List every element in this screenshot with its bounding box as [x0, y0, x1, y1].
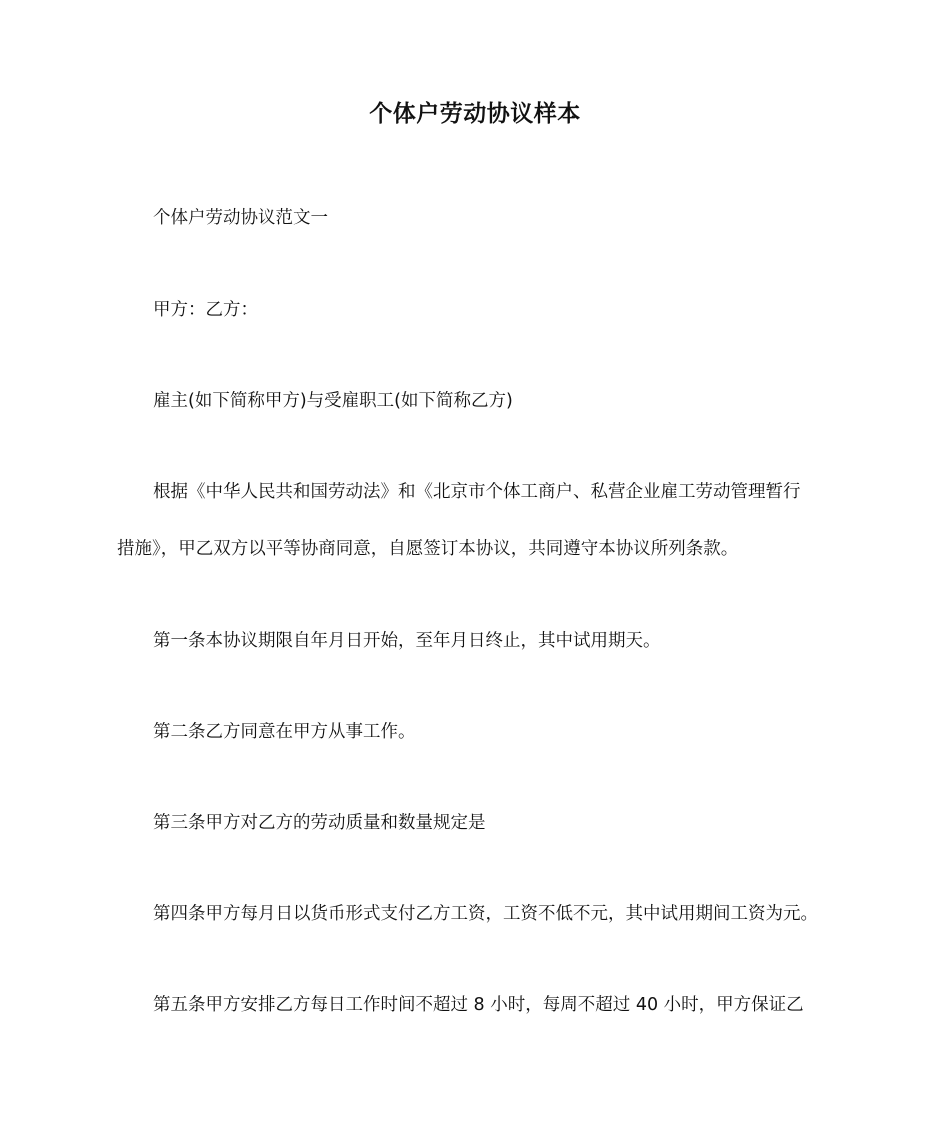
paragraph-line: 个体户劳动协议范文一	[153, 208, 328, 228]
paragraph-line: 甲方：乙方：	[153, 300, 258, 320]
paragraph-line: 第四条甲方每月日以货币形式支付乙方工资，工资不低不元，其中试用期间工资为元。	[153, 904, 818, 924]
paragraph-line: 第二条乙方同意在甲方从事工作。	[153, 722, 416, 742]
paragraph-employer-employee	[117, 386, 835, 416]
paragraph-legal-basis	[117, 477, 835, 564]
paragraph-line: 第三条甲方对乙方的劳动质量和数量规定是	[153, 813, 486, 833]
paragraph-sample-heading	[117, 203, 835, 233]
article-4	[117, 899, 835, 929]
document-title: 个体户劳动协议样本	[369, 101, 581, 127]
article-2	[117, 717, 835, 747]
paragraph-line: 第一条本协议期限自年月日开始，至年月日终止，其中试用期天。	[153, 631, 661, 651]
paragraph-line: 雇主(如下简称甲方)与受雇职工(如下简称乙方)	[153, 391, 513, 411]
article-1	[117, 626, 835, 656]
article-5	[117, 990, 835, 1020]
paragraph-line: 措施》，甲乙双方以平等协商同意，自愿签订本协议，共同遵守本协议所列条款。	[117, 539, 739, 559]
article-3	[117, 808, 835, 838]
paragraph-line: 第五条甲方安排乙方每日工作时间不超过 8 小时，每周不超过 40 小时，甲方保证乙	[153, 995, 804, 1015]
paragraph-line: 根据《中华人民共和国劳动法》和《北京市个体工商户、私营企业雇工劳动管理暂行	[153, 482, 801, 502]
paragraph-parties	[117, 295, 835, 325]
